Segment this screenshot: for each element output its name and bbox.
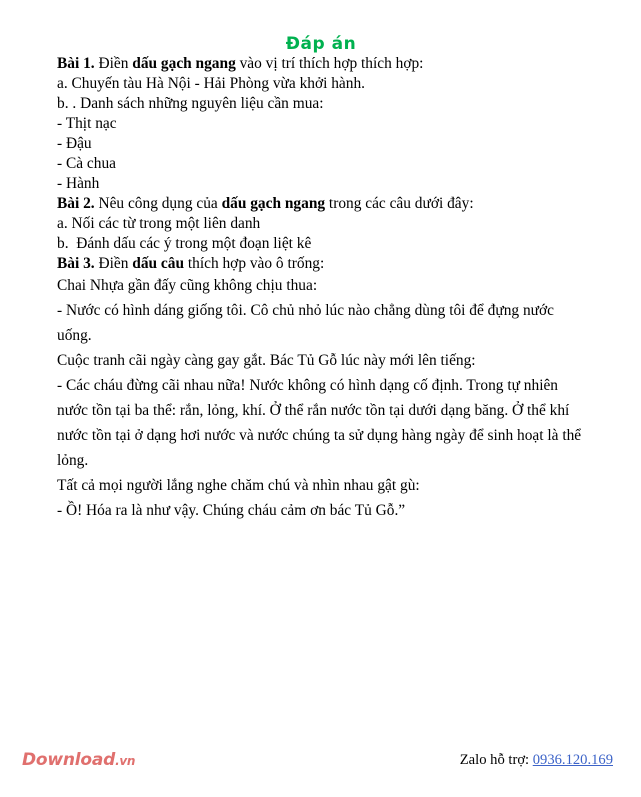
story-paragraph: Tất cả mọi người lắng nghe chăm chú và nhìn nhau gật gù: bbox=[57, 476, 420, 494]
story-paragraph: Chai Nhựa gần đấy cũng không chịu thua: bbox=[57, 277, 318, 295]
exercise-heading-text-before-bai-2: Nêu công dụng của bbox=[94, 195, 222, 213]
list-item: - Thịt nạc bbox=[57, 115, 117, 133]
exercise-heading-emphasis-bai-3: dấu câu bbox=[132, 255, 185, 273]
bai-2-item-b: b. Đánh dấu các ý trong một đoạn liệt kê bbox=[57, 235, 312, 253]
exercise-heading-emphasis-bai-1: dấu gạch ngang bbox=[132, 55, 236, 72]
exercise-heading-bai-3 bbox=[57, 254, 585, 274]
story-paragraph: - Các cháu đừng cãi nhau nữa! Nước không có hình dạng cố định. Trong tự nhiên nước tồn tại ba thể: rắn, lỏng, khí. Ở thể rắn nước tồn tại dưới dạng băng. Ở thể khí nước tồn tại ở dạng hơi nước và nước chúng ta sử dụng hàng ngày để sinh hoạt là thể lỏng. bbox=[57, 376, 585, 469]
logo-name: Download bbox=[22, 750, 116, 770]
exercise-heading-bai-2 bbox=[57, 194, 585, 214]
list-item: - Hành bbox=[57, 175, 100, 193]
exercise-heading-text-before-bai-1: Điền bbox=[94, 55, 133, 72]
exercise-heading-text-after-bai-3: thích hợp vào ô trống: bbox=[184, 255, 325, 273]
zalo-support-label: Zalo hỗ trợ: bbox=[459, 752, 533, 768]
bai-1-item-b: b. . Danh sách những nguyên liệu cần mua: bbox=[57, 95, 324, 113]
zalo-support bbox=[460, 752, 613, 769]
logo-tld: .vn bbox=[115, 754, 136, 768]
page-footer bbox=[0, 748, 641, 786]
exercise-heading-emphasis-bai-2: dấu gạch ngang bbox=[221, 195, 326, 213]
bai-1-item-a: a. Chuyến tàu Hà Nội - Hải Phòng vừa khởi hành. bbox=[57, 75, 365, 93]
download-vn-logo[interactable] bbox=[22, 750, 135, 770]
list-item: - Đậu bbox=[57, 135, 92, 153]
exercise-heading-text-after-bai-2: trong các câu dưới đây: bbox=[325, 195, 474, 213]
document-content bbox=[57, 0, 585, 524]
story-paragraph: - Ồ! Hóa ra là như vậy. Chúng cháu cảm ơn bác Tủ Gỗ.” bbox=[57, 501, 406, 519]
zalo-support-number[interactable]: 0936.120.169 bbox=[532, 752, 613, 768]
exercise-label-bai-3: Bài 3. bbox=[57, 255, 95, 273]
story-paragraph: - Nước có hình dáng giống tôi. Cô chủ nhỏ lúc nào chẳng dùng tôi để đựng nước uống. bbox=[57, 302, 558, 345]
exercise-heading-text-after-bai-1: vào vị trí thích hợp thích hợp: bbox=[235, 55, 424, 72]
exercise-label-bai-2: Bài 2. bbox=[57, 195, 95, 213]
list-item: - Cà chua bbox=[57, 155, 116, 173]
exercise-heading-bai-1 bbox=[57, 54, 585, 74]
exercise-heading-text-before-bai-3: Điền bbox=[94, 255, 133, 273]
exercise-label-bai-1: Bài 1. bbox=[57, 55, 95, 72]
bai-2-item-a: a. Nối các từ trong một liên danh bbox=[57, 215, 261, 233]
page-title: Đáp án bbox=[285, 34, 357, 54]
story-paragraph: Cuộc tranh cãi ngày càng gay gắt. Bác Tủ Gỗ lúc này mới lên tiếng: bbox=[57, 352, 476, 370]
